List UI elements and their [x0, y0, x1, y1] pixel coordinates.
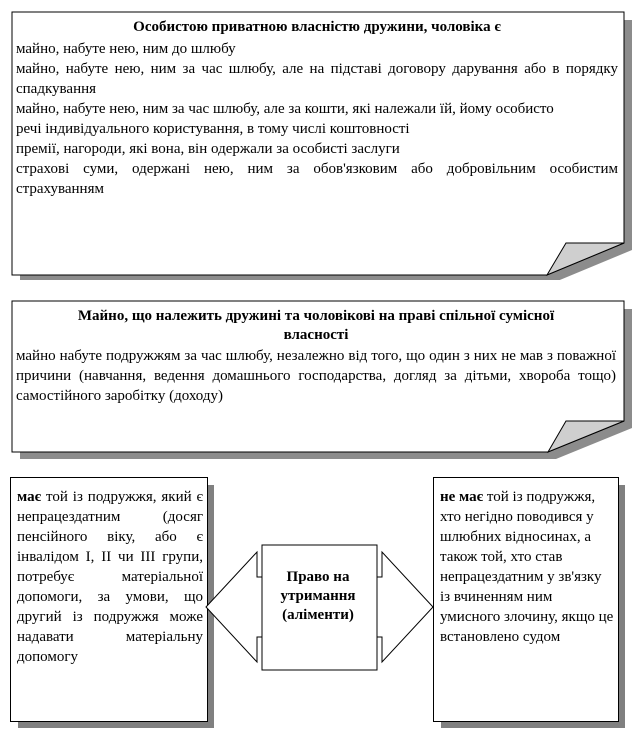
personal-property-item: премії, нагороди, які вона, він одержали за особисті заслуги — [16, 141, 400, 157]
personal-property-item: майно, набуте нею, ним до шлюбу — [16, 41, 236, 57]
right-box — [433, 477, 619, 722]
personal-property-title: Особистою приватною власністю дружини, чоловіка є — [133, 19, 501, 35]
joint-property-title: Майно, що належить дружині та чоловікові на праві спільної сумісної власності — [77, 308, 555, 343]
left-box-text-wrap — [17, 487, 203, 667]
right-to-support-label: Право на утримання (аліменти) — [280, 569, 356, 623]
left-box-keyword: має — [17, 489, 42, 505]
personal-property-item: майно, набуте нею, ним за час шлюбу, але за кошти, які належали їй, йому особисто — [16, 101, 554, 117]
right-box-text: той із подружжя, хто негідно поводився у шлюбних відносинах, а також той, хто став непрацездатним у зв'язку із вчиненням ним умисного злочину, якщо це встановлено судом — [440, 489, 614, 645]
personal-property-item: майно, набуте нею, ним за час шлюбу, але на підставі договору дарування або в порядку спадкування — [16, 61, 618, 97]
right-box-keyword: не має — [440, 489, 484, 505]
right-box-text-wrap — [440, 487, 614, 647]
personal-property-item: страхові суми, одержані нею, ним за обов'язковим або добровільним особистим страхуванням — [16, 161, 618, 197]
left-box-text: той із подружжя, який є непрацездатним (досяг пенсійного віку, або є інвалідом I, II чи III групи, потребує матеріальної допомоги, за умови, що другий із подружжя може надавати матеріальну допомогу — [17, 489, 203, 665]
personal-property-item: речі індивідуального користування, в тому числі коштовності — [16, 121, 410, 137]
left-box — [10, 477, 208, 722]
joint-property-text: майно набуте подружжям за час шлюбу, незалежно від того, що один з них не мав з поважної причини (навчання, ведення домашнього господарства, догляд за дітьми, хвороба тощо) самостійного заробітку (доходу) — [16, 348, 616, 404]
